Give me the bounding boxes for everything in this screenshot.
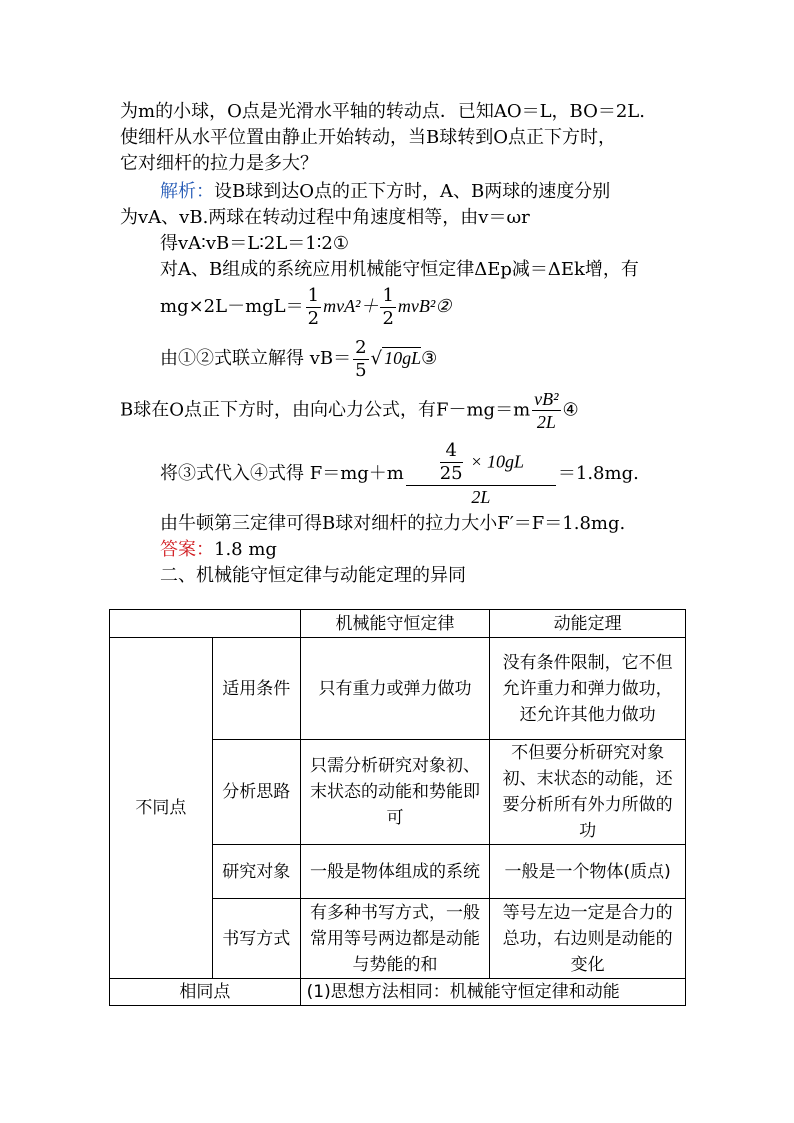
kinetic-cell: 没有条件限制，它不但允许重力和弹力做功，还允许其他力做功 [490,638,686,740]
half-fraction-2 [380,285,395,330]
aspect-cell: 研究对象 [212,845,300,899]
force-lhs: 将③式代入④式得 F＝mg＋m [160,463,404,484]
fraction-denominator: 2 [382,307,394,329]
solution-line-3: 得vA∶vB＝L∶2L＝1∶2① [160,233,350,254]
force-fraction [406,440,556,508]
centripetal-lhs: B球在O点正下方时，由向心力公式，有F－mg＝m [120,399,531,421]
centripetal-equation [120,388,579,433]
solution-line-1 [160,180,610,204]
aspect-cell: 分析思路 [212,740,300,845]
fraction-denominator: 2 [307,307,320,329]
section-title: 二、机械能守恒定律与动能定理的异同 [160,565,466,586]
fraction-numerator: 4 [440,440,463,463]
force-numerator [406,440,556,486]
aspect-cell: 适用条件 [212,638,300,740]
same-text-cell: (1)思想方法相同：机械能守恒定律和动能 [300,979,685,1006]
fraction-numerator: 1 [382,284,394,306]
two-fifths-fraction [353,337,368,382]
energy-cell: 只有重力或弹力做功 [300,638,490,740]
equation-term-a: mvA²＋ [323,296,379,316]
kinetic-cell: 等号左边一定是合力的总功，右边则是动能的变化 [490,899,686,979]
half-fraction-1 [306,285,321,330]
kinetic-cell: 不但要分析研究对象初、末状态的动能，还要分析所有外力所做的功 [490,740,686,845]
centripetal-fraction [532,388,560,433]
same-label-cell: 相同点 [110,979,301,1006]
problem-line-3: 它对细杆的拉力是多大？ [120,153,318,174]
four-25-fraction [440,440,463,485]
table-header-row [110,610,686,638]
velocity-result [160,336,437,382]
equation-marker-3: ③ [421,348,438,369]
fraction-denominator: 2L [471,487,491,507]
solution-text-1: 设B球到达O点的正下方时，A、B两球的速度分别 [214,181,611,202]
force-numerator-rest: × 10gL [470,451,525,472]
fraction-numerator: 2 [355,336,367,358]
answer-label: 答案： [160,539,214,560]
equation-lhs: mg×2L－mgL＝ [160,296,304,317]
fraction-numerator: vB² [534,389,559,409]
sqrt-sign: √ [370,348,383,369]
table-same-row [110,979,686,1006]
header-kinetic-theorem: 动能定理 [490,610,686,638]
kinetic-cell: 一般是一个物体(质点) [490,845,686,899]
energy-cell: 有多种书写方式，一般常用等号两边都是动能与势能的和 [300,899,490,979]
solution-line-4: 对A、B组成的系统应用机械能守恒定律ΔEp减＝ΔEk增，有 [160,259,639,280]
header-energy-conservation: 机械能守恒定律 [300,610,490,638]
table-corner-cell [110,610,301,638]
equation-marker-4: ④ [562,399,579,421]
equation-term-b: mvB²② [397,296,452,316]
fraction-denominator: 2L [536,412,556,432]
solution-line-2: 为vA、vB.两球在转动过程中角速度相等，由v＝ωr [120,207,530,228]
aspect-cell: 书写方式 [212,899,300,979]
answer-value: 1.8 mg [214,539,277,560]
force-result: ＝1.8mg. [557,463,639,484]
velocity-lhs: 由①②式联立解得 vB＝ [160,348,352,369]
answer-line [160,538,277,562]
diff-label-cell: 不同点 [110,638,213,979]
problem-line-2: 使细杆从水平位置由静止开始转动，当B球转到O点正下方时， [120,127,616,148]
force-equation [160,440,639,508]
solution-label: 解析： [160,181,214,202]
comparison-table [109,609,686,1006]
table-row [110,638,686,740]
energy-equation [160,284,451,330]
energy-cell: 一般是物体组成的系统 [300,845,490,899]
solution-line-9: 由牛顿第三定律可得B球对细杆的拉力大小F′＝F＝1.8mg. [160,513,626,534]
fraction-numerator: 1 [307,284,320,306]
fraction-denominator: 25 [439,463,463,484]
problem-line-1: 为m的小球，O点是光滑水平轴的转动点．已知AO＝L，BO＝2L. [120,101,645,122]
energy-cell: 只需分析研究对象初、末状态的动能和势能即可 [300,740,490,845]
fraction-denominator: 5 [355,359,367,381]
sqrt-radicand: 10gL [384,348,422,368]
